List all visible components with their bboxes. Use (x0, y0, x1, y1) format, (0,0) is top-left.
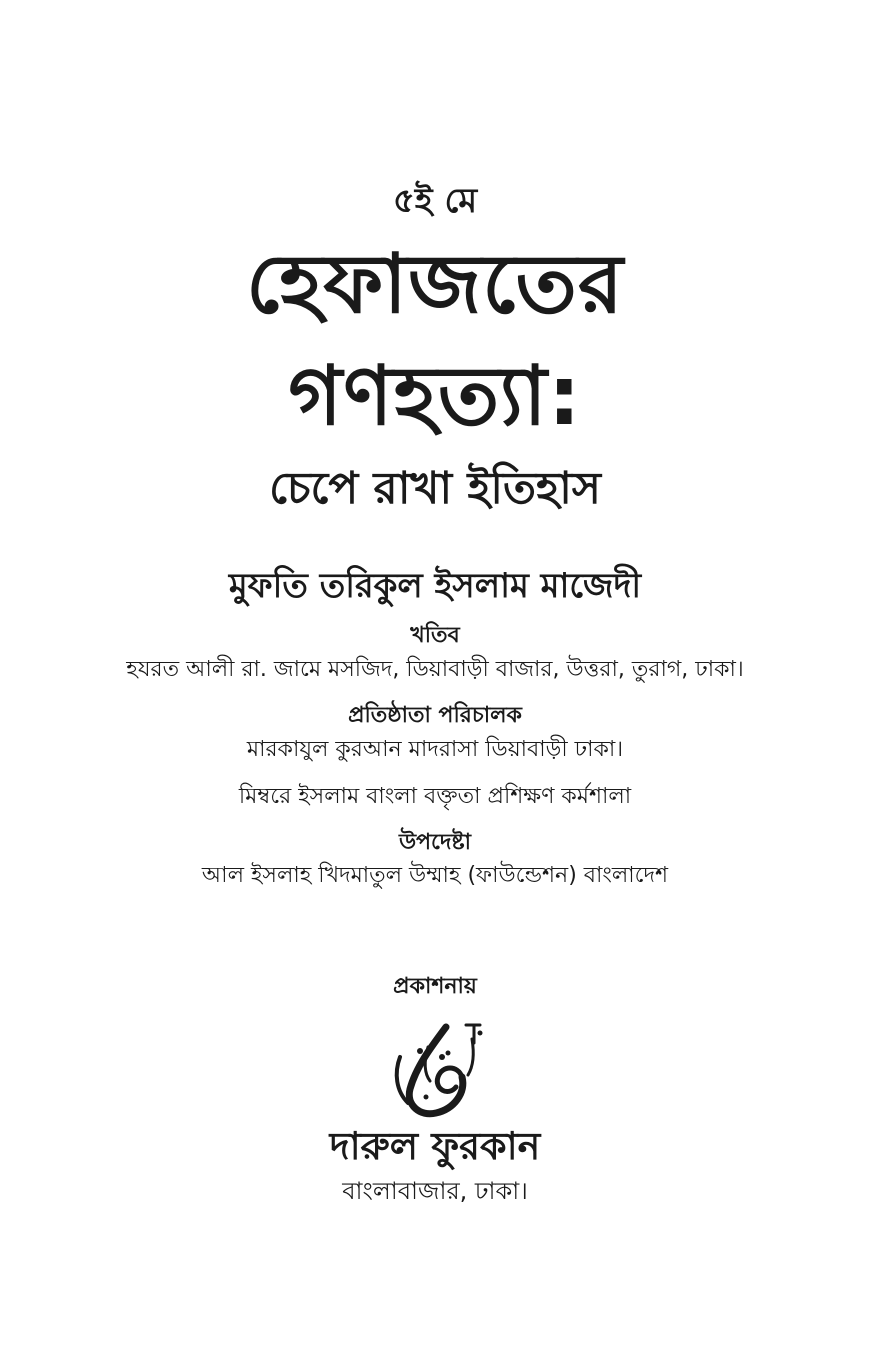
role-heading-khatib: খতিব (410, 623, 460, 648)
book-title-line-1: হেফাজতের (246, 237, 624, 332)
publisher-name: দারুল ফুরকান (329, 1124, 541, 1168)
author-name: মুফতি তরিকুল ইসলাম মাজেদী (228, 566, 642, 606)
role-text-workshop: মিম্বরে ইসলাম বাংলা বক্তৃতা প্রশিক্ষণ কর্মশালা (238, 784, 632, 809)
book-subtitle: চেপে রাখা ইতিহাস (269, 463, 601, 514)
publisher-location: বাংলাবাজার, ঢাকা। (342, 1177, 528, 1205)
role-heading-founder: প্রতিষ্ঠাতা পরিচালক (348, 703, 522, 728)
role-text-foundation: আল ইসলাহ খিদমাতুল উম্মাহ (ফাউন্ডেশন) বাংলাদেশ (201, 863, 669, 888)
publisher-label: প্রকাশনায় (393, 974, 477, 999)
role-text-mosque: হযরত আলী রা. জামে মসজিদ, ডিয়াবাড়ী বাজার, উত্তরা, তুরাগ, ঢাকা। (126, 657, 744, 682)
pre-title: ৫ই মে (392, 181, 478, 221)
book-title-line-2: গণহত্যা: (288, 349, 582, 444)
calligraphy-logo-icon (376, 1017, 494, 1125)
role-heading-advisor: উপদেষ্টা (398, 830, 472, 855)
role-text-madrasa: মারকাযুল কুরআন মাদরাসা ডিয়াবাড়ী ঢাকা। (246, 737, 624, 762)
